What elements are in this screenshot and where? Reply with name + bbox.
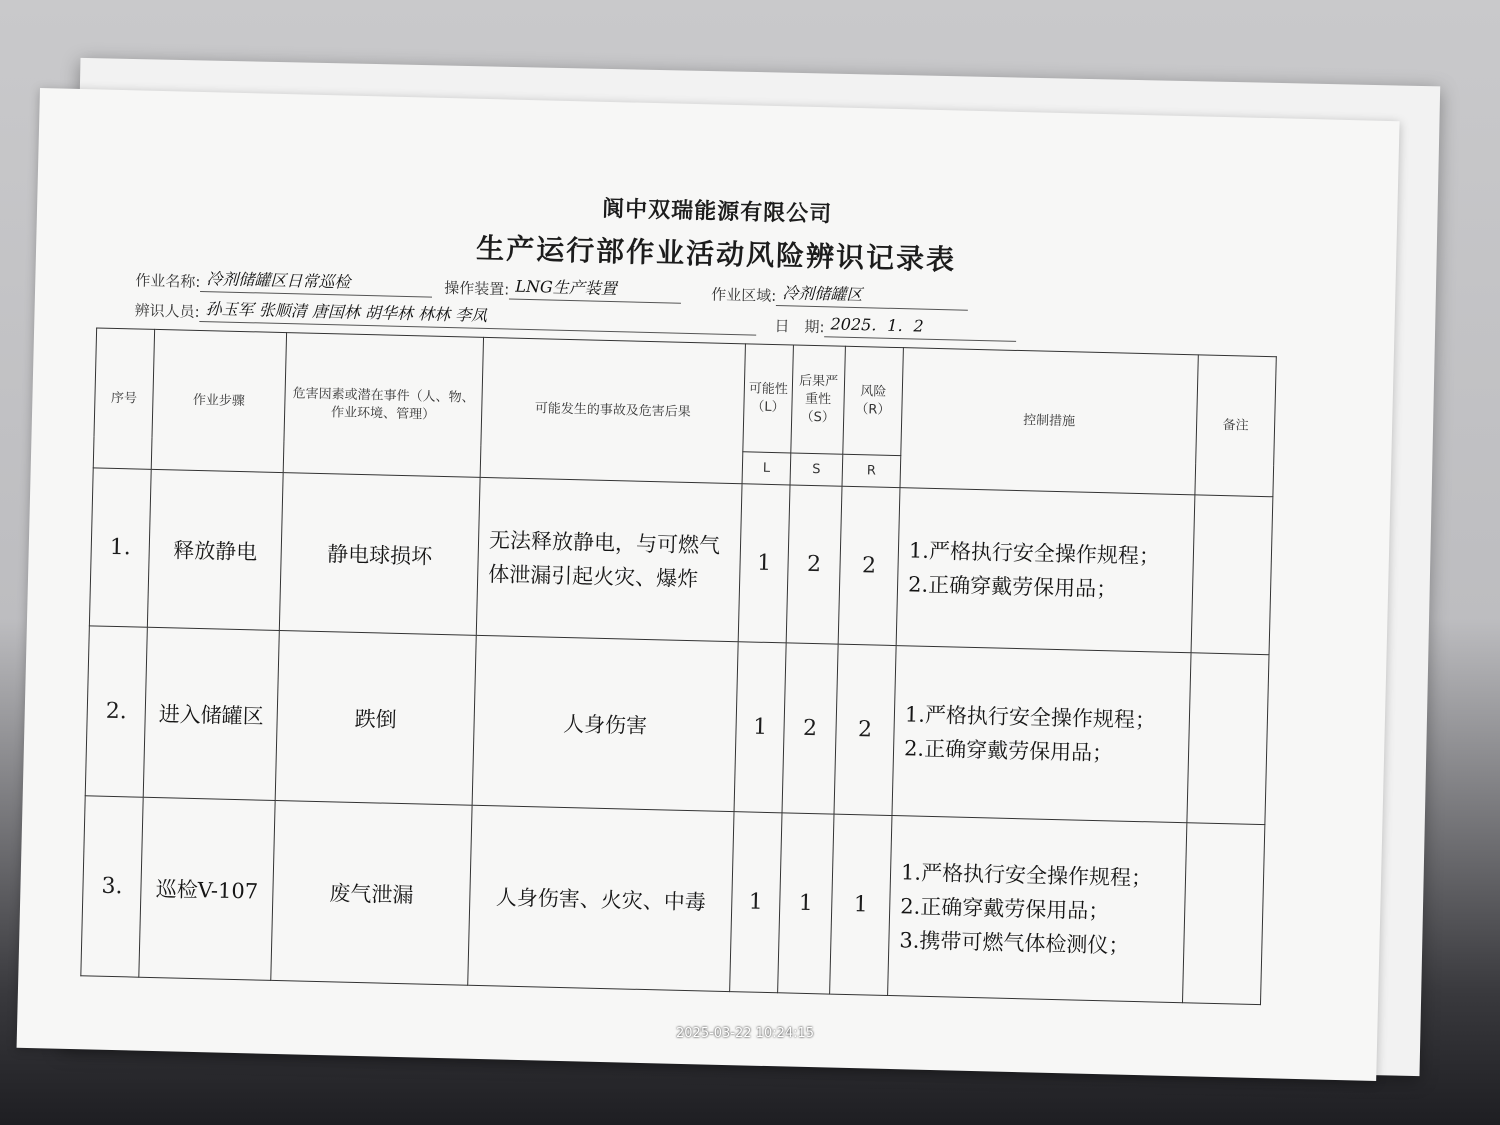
row-hazard: 跌倒 (275, 631, 476, 806)
row-step: 巡检V-107 (139, 797, 275, 980)
device-label: 操作装置: (444, 278, 510, 299)
row-remark (1191, 495, 1273, 655)
row-remark (1182, 823, 1264, 1005)
table-row (81, 796, 1265, 1005)
row-controls (892, 646, 1191, 823)
row-seq: 2. (85, 626, 147, 797)
area-value: 冷剂储罐区 (776, 280, 969, 311)
row-seq: 3. (81, 796, 143, 977)
row-likelihood: 1 (738, 484, 790, 643)
row-hazard: 废气泄漏 (271, 800, 472, 985)
row-severity: 1 (778, 813, 834, 994)
row-consequence: 人身伤害、火灾、中毒 (468, 805, 734, 991)
risk-form-sheet (17, 88, 1400, 1081)
header-r-short: R (842, 454, 901, 487)
control-item: 1.严格执行安全操作规程； (904, 701, 1157, 732)
header-control: 控制措施 (900, 348, 1198, 495)
header-step: 作业步骤 (151, 329, 286, 472)
risk-table (80, 327, 1277, 1005)
row-likelihood: 1 (734, 642, 786, 813)
company-name: 阆中双瑞能源有限公司 (601, 196, 833, 228)
row-controls (888, 816, 1187, 1003)
row-severity: 2 (786, 485, 842, 644)
device-value: LNG生产装置 (509, 274, 682, 304)
date-label: 日 期: (774, 317, 825, 337)
control-item: 2.正确穿戴劳保用品； (903, 735, 1114, 765)
control-item: 2.正确穿戴劳保用品； (907, 571, 1118, 601)
header-severity: 后果严重性（S） (791, 345, 846, 454)
row-risk: 2 (834, 644, 896, 815)
area-label: 作业区域: (711, 285, 777, 306)
row-seq: 1. (89, 468, 151, 627)
control-item: 1.严格执行安全操作规程； (908, 537, 1161, 568)
date-value: 2025．1．2 (824, 311, 1017, 342)
header-risk: 风险（R） (843, 346, 904, 455)
table-row (85, 626, 1269, 825)
row-consequence: 人身伤害 (472, 635, 738, 811)
row-risk: 2 (838, 486, 900, 645)
header-seq: 序号 (93, 328, 154, 469)
row-step: 释放静电 (147, 469, 283, 630)
table-row (89, 468, 1273, 655)
row-risk: 1 (830, 814, 892, 995)
photo-timestamp: 2025-03-22 10:24:15 (676, 1026, 815, 1041)
row-hazard: 静电球损坏 (279, 473, 480, 636)
row-consequence: 无法释放静电，与可燃气体泄漏引起火灾、爆炸 (476, 477, 742, 641)
row-step: 进入储罐区 (143, 627, 279, 800)
row-likelihood: 1 (730, 812, 782, 993)
header-s-short: S (790, 453, 843, 486)
header-consequence: 可能发生的事故及危害后果 (480, 337, 745, 483)
control-item: 3.携带可燃气体检测仪； (899, 927, 1130, 958)
job-name-label: 作业名称: (135, 271, 201, 291)
identifier-label: 辨识人员: (134, 301, 200, 321)
header-remark: 备注 (1195, 355, 1276, 497)
header-hazard: 危害因素或潜在事件（人、物、作业环境、管理） (283, 333, 483, 478)
header-l-short: L (742, 452, 791, 485)
row-remark (1187, 653, 1269, 825)
identifier-value: 孙玉军 张顺清 唐国林 胡华林 林林 李凤 (199, 296, 756, 336)
control-item: 2.正确穿戴劳保用品； (899, 893, 1110, 923)
header-likelihood: 可能性（L） (743, 344, 794, 453)
row-controls (896, 488, 1195, 653)
job-name-value: 冷剂储罐区日常巡检 (200, 266, 433, 298)
row-severity: 2 (782, 643, 838, 814)
form-title: 生产运行部作业活动风险辨识记录表 (475, 231, 957, 277)
control-item: 1.严格执行安全操作规程； (900, 859, 1153, 890)
